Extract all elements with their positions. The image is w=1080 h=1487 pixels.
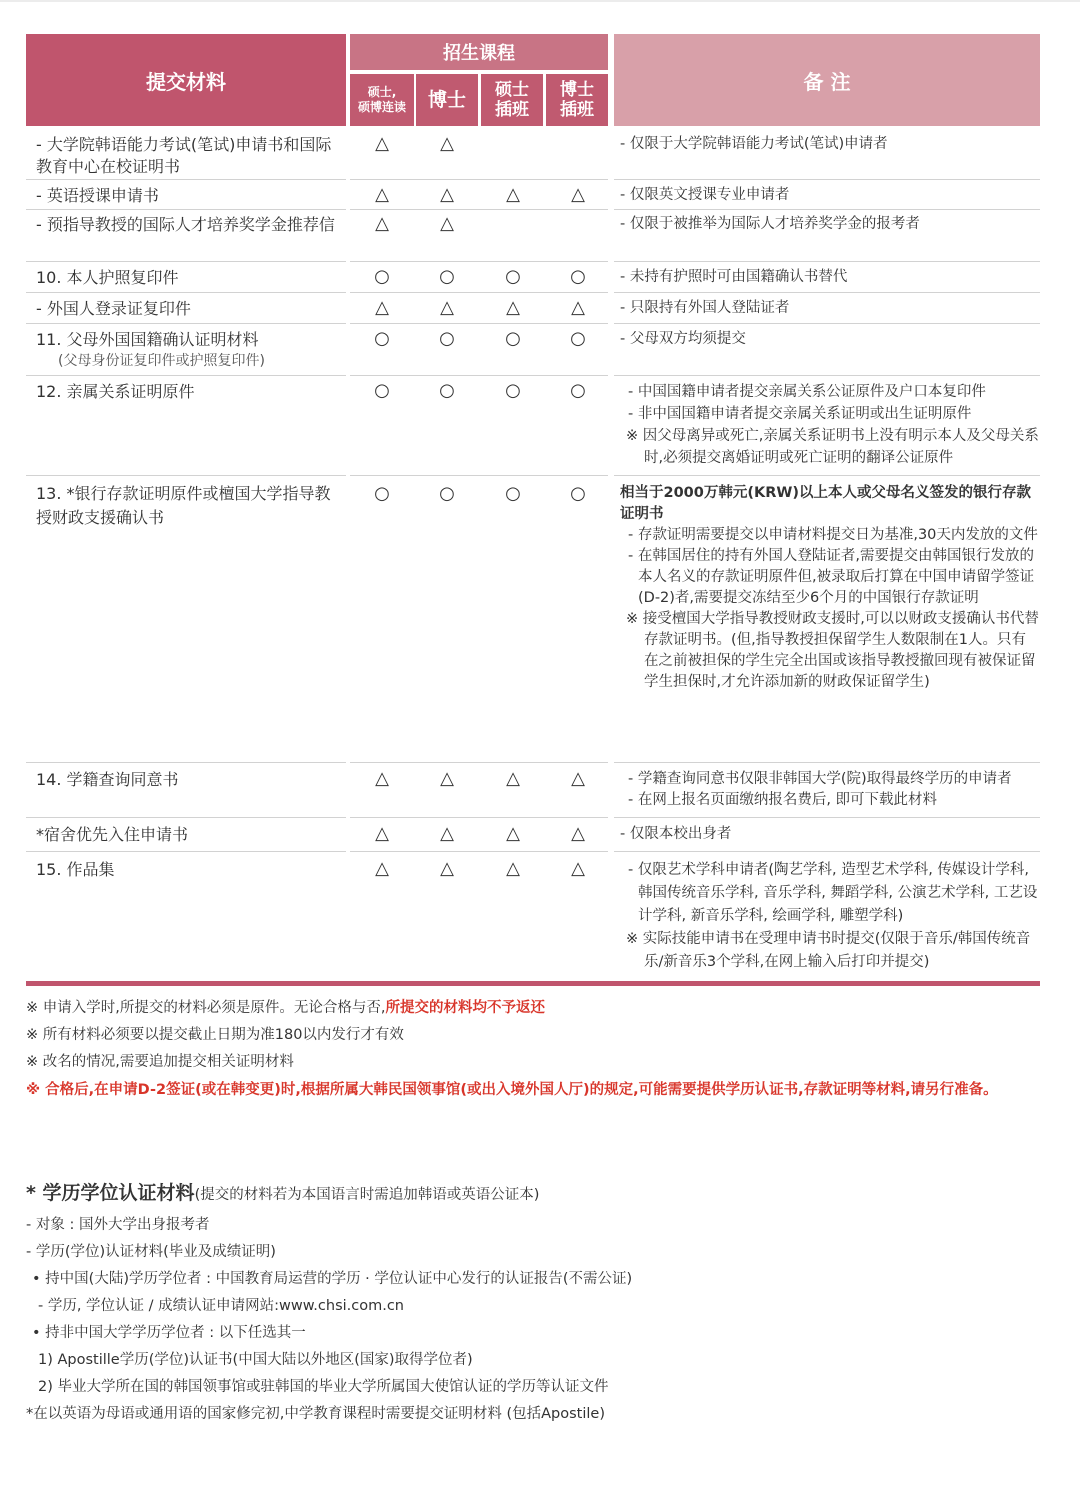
- table-row: [26, 818, 1040, 852]
- mark-doctor: △: [440, 297, 454, 318]
- table-row: [26, 180, 1040, 210]
- mark-master: △: [375, 297, 389, 318]
- section-line: • 持中国(大陆)学历学位者 : 中国教育局运营的学历 · 学位认证中心发行的认证报告(不需公证): [32, 1271, 633, 1287]
- row-item: *宿舍优先入住申请书: [36, 825, 189, 844]
- row-item: - 大学院韩语能力考试(笔试)申请书和国际教育中心在校证明书: [36, 135, 332, 176]
- row-note: - 仅限于大学院韩语能力考试(笔试)申请者: [620, 136, 888, 152]
- table-row: [26, 210, 1040, 262]
- table-row: [26, 324, 1040, 376]
- mark-doctor: △: [440, 858, 454, 879]
- row-item: - 英语授课申请书: [36, 186, 159, 205]
- row-item: - 外国人登录证复印件: [36, 299, 191, 318]
- footnotes: [26, 995, 1046, 1101]
- row-note: - 学籍查询同意书仅限非韩国大学(院)取得最终学历的申请者 - 在网上报名页面缴纳报名费后, 即可下载此材料: [628, 771, 1012, 808]
- mark-doctor-transfer: ○: [570, 266, 586, 287]
- mark-master: ○: [374, 380, 390, 401]
- row-note: - 仅限本校出身者: [620, 826, 732, 842]
- row-note: - 仅限英文授课专业申请者: [620, 187, 790, 203]
- table-row: [26, 262, 1040, 293]
- table-row: [26, 476, 1040, 763]
- mark-master-transfer: ○: [505, 483, 521, 504]
- table-row: [26, 852, 1040, 978]
- mark-master-transfer: ○: [505, 266, 521, 287]
- mark-master-transfer: △: [506, 768, 520, 789]
- header-master-transfer: 硕士 插班: [481, 74, 543, 126]
- header-doctor-transfer: 博士 插班: [546, 74, 608, 126]
- row-item: 14. 学籍查询同意书: [36, 770, 179, 789]
- row-item: 10. 本人护照复印件: [36, 268, 179, 287]
- section-line: 2) 毕业大学所在国的韩国领事馆或驻韩国的毕业大学所属国大使馆认证的学历等认证文件: [38, 1379, 609, 1395]
- mark-master: △: [375, 133, 389, 154]
- row-item: 13. *银行存款证明原件或檀国大学指导教授财政支援确认书: [36, 484, 331, 527]
- mark-master: △: [375, 184, 389, 205]
- mark-master: △: [375, 768, 389, 789]
- mark-doctor-transfer: △: [571, 858, 585, 879]
- footnote-rename: ※ 改名的情况,需要追加提交相关证明材料: [26, 1054, 294, 1070]
- mark-doctor-transfer: △: [571, 297, 585, 318]
- mark-doctor: ○: [439, 266, 455, 287]
- header-doctor: 博士: [416, 74, 478, 126]
- mark-master: ○: [374, 328, 390, 349]
- section-line: *在以英语为母语或通用语的国家修完初,中学教育课程时需要提交证明材料 (包括Apostile): [26, 1406, 605, 1422]
- section-title: * 学历学位认证材料(提交的材料若为本国语言时需追加韩语或英语公证本): [26, 1182, 540, 1204]
- row-item: 12. 亲属关系证明原件: [36, 382, 195, 401]
- degree-verification-section: [26, 1180, 1066, 1428]
- row-note: - 未持有护照时可由国籍确认书替代: [620, 269, 848, 285]
- mark-master: △: [375, 858, 389, 879]
- mark-master-transfer: △: [506, 297, 520, 318]
- mark-master-transfer: △: [506, 184, 520, 205]
- header-submit-materials: 提交材料: [26, 34, 346, 126]
- mark-doctor: △: [440, 823, 454, 844]
- mark-master-transfer: △: [506, 858, 520, 879]
- mark-doctor-transfer: ○: [570, 483, 586, 504]
- row-note: 相当于2000万韩元(KRW)以上本人或父母名义签发的银行存款证明书 - 存款证明需要提交以申请材料提交日为基准,30天内发放的文件 - 在韩国居住的持有外国人登陆证者,需要提交由韩国银行发放的本人名义的存款证明原件但,被录取后打算在中国申请留学签证(D-2)者,需要提交冻结至少6个月的中国银行存款证明 ※ 接受檀国大学指导教授财政支援时,可以以财政支援确认书代替存款证明书。(但,指导教授担保留学生人数限制在1人。只有在之前被担保的学生完全出国或该指导教授撤回现有被保证留学生担保时,才允许添加新的财政保证留学生): [620, 485, 1039, 690]
- mark-doctor: △: [440, 184, 454, 205]
- row-note: - 中国国籍申请者提交亲属关系公证原件及户口本复印件 - 非中国国籍申请者提交亲属关系证明或出生证明原件 ※ 因父母离异或死亡,亲属关系证明书上没有明示本人及父母关系时,必须提交离婚证明或死亡证明的翻译公证原件: [626, 384, 1039, 466]
- row-item: 11. 父母外国国籍确认证明材料 (父母身份证复印件或护照复印件): [36, 330, 265, 369]
- footnote-originals: ※ 申请入学时,所提交的材料必须是原件。无论合格与否,所提交的材料均不予返还: [26, 1000, 545, 1016]
- section-line: 1) Apostille学历(学位)认证书(中国大陆以外地区(国家)取得学位者): [38, 1352, 473, 1368]
- mark-master: △: [375, 213, 389, 234]
- table-row: [26, 763, 1040, 818]
- table-row: [26, 376, 1040, 476]
- footnote-visa: ※ 合格后,在申请D-2签证(或在韩变更)时,根据所属大韩民国领事馆(或出入境外国人厅)的规定,可能需要提供学历认证书,存款证明等材料,请另行准备。: [26, 1082, 998, 1098]
- row-note: - 仅限于被推举为国际人才培养奖学金的报考者: [620, 216, 920, 232]
- header-master: 硕士, 硕博连读: [350, 74, 414, 126]
- section-line: - 学历(学位)认证材料(毕业及成绩证明): [26, 1244, 276, 1260]
- header-admission-course: 招生课程: [350, 34, 608, 70]
- section-line: - 学历, 学位认证 / 成绩认证申请网站:www.chsi.com.cn: [38, 1298, 404, 1314]
- mark-master-transfer: △: [506, 823, 520, 844]
- mark-doctor-transfer: △: [571, 768, 585, 789]
- mark-master: ○: [374, 483, 390, 504]
- section-line: • 持非中国大学学历学位者 : 以下任选其一: [32, 1325, 306, 1341]
- table-bottom-rule: [26, 981, 1040, 986]
- mark-doctor: △: [440, 133, 454, 154]
- footnote-validity: ※ 所有材料必须要以提交截止日期为准180以内发行才有效: [26, 1027, 404, 1043]
- table-row: [26, 126, 1040, 180]
- mark-master: △: [375, 823, 389, 844]
- row-note: - 只限持有外国人登陆证者: [620, 300, 790, 316]
- mark-doctor: ○: [439, 483, 455, 504]
- mark-doctor: ○: [439, 328, 455, 349]
- mark-doctor: ○: [439, 380, 455, 401]
- header-remarks: 备 注: [614, 34, 1040, 126]
- row-note: - 仅限艺术学科申请者(陶艺学科, 造型艺术学科, 传媒设计学科, 韩国传统音乐学科, 音乐学科, 舞蹈学科, 公演艺术学科, 工艺设计学科, 新音乐学科, 绘画学科, 雕塑学科) ※ 实际技能申请书在受理申请书时提交(仅限于音乐/韩国传统音乐/新音乐3个学科,在网上输入后打印并提交): [626, 862, 1038, 970]
- row-note: - 父母双方均须提交: [620, 331, 746, 347]
- row-item: 15. 作品集: [36, 860, 115, 879]
- top-border: [0, 0, 1080, 2]
- mark-doctor-transfer: △: [571, 823, 585, 844]
- mark-master-transfer: ○: [505, 328, 521, 349]
- mark-doctor: △: [440, 768, 454, 789]
- row-item: - 预指导教授的国际人才培养奖学金推荐信: [36, 215, 335, 234]
- table-row: [26, 293, 1040, 324]
- mark-doctor-transfer: ○: [570, 380, 586, 401]
- mark-doctor: △: [440, 213, 454, 234]
- mark-doctor-transfer: ○: [570, 328, 586, 349]
- mark-master-transfer: ○: [505, 380, 521, 401]
- mark-master: ○: [374, 266, 390, 287]
- mark-doctor-transfer: △: [571, 184, 585, 205]
- section-line: - 对象 : 国外大学出身报考者: [26, 1217, 210, 1233]
